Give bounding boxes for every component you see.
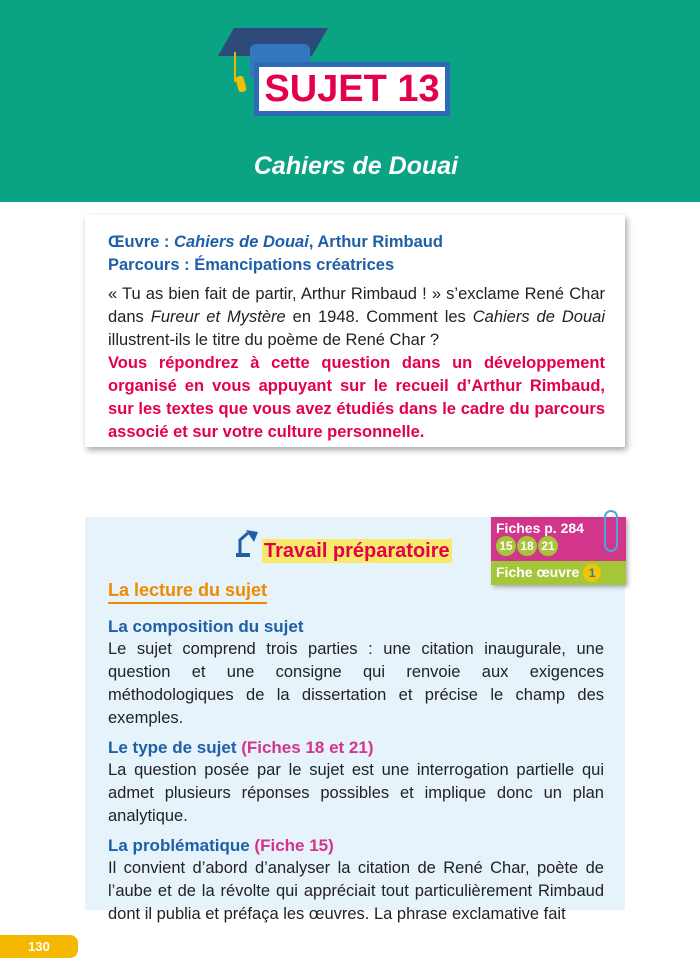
question: [108, 283, 605, 352]
type-text: La question posée par le sujet est une interrogation partielle qui admet plusieurs réponses possibles et implique donc un plan analytique.: [108, 761, 604, 825]
fiches-label: Fiches p. 284: [496, 520, 584, 536]
instruction: Vous répondrez à cette question dans un développement organisé en vous appuyant sur le recueil d’Arthur Rimbaud, sur les textes que vous avez étudiés dans le cadre du parcours associé et sur votre culture personnelle.: [108, 354, 605, 441]
prep-title: Travail préparatoire: [264, 540, 450, 562]
type-heading-text: Le type de sujet: [108, 738, 242, 757]
prob-text: Il convient d’abord d’analyser la citation de René Char, poète de l’aube et de la révolte qui appréciait tout particulièrement Rimbaud dont il publia et préfaça les œuvres. La phrase exclamative fait: [108, 859, 604, 923]
composition-text: Le sujet comprend trois parties : une citation inaugurale, une question et une consigne qui renvoie aux exigences méthodologiques de la dissertation et précise le champ des exemples.: [108, 640, 604, 727]
composition-heading: La composition du sujet: [108, 617, 304, 636]
oeuvre-title: Cahiers de Douai: [174, 233, 309, 251]
page-title: Cahiers de Douai: [253, 152, 459, 180]
type-heading: [108, 736, 604, 759]
fiche-chip[interactable]: 15: [496, 536, 516, 556]
oeuvre-author: , Arthur Rimbaud: [308, 233, 443, 251]
oeuvre-line: [108, 231, 605, 254]
q-cahiers: Cahiers de Douai: [472, 308, 605, 326]
desk-lamp-icon: [236, 528, 262, 558]
q-book: Fureur et Mystère: [150, 308, 286, 326]
prep-content: [108, 609, 604, 926]
prob-ref: (Fiche 15): [254, 836, 334, 855]
fiche-chip[interactable]: 21: [538, 536, 558, 556]
paperclip-icon: [604, 510, 618, 552]
fiche-oeuvre-chip[interactable]: 1: [583, 564, 601, 582]
subject-box: [85, 215, 625, 447]
section-heading: La lecture du sujet: [108, 580, 267, 604]
fiche-chip[interactable]: 18: [517, 536, 537, 556]
oeuvre-label: Œuvre :: [108, 233, 175, 251]
q-part: « Tu as bien fait de partir, Arthur Rimbaud ! » s’exclame René Char dans: [108, 285, 605, 326]
page-number: 130: [0, 935, 78, 958]
parcours-line: Parcours : Émancipations créatrices: [108, 256, 395, 274]
q-part: en 1948. Comment les: [285, 308, 473, 326]
prob-heading-text: La problématique: [108, 836, 255, 855]
fiche-oeuvre-label: Fiche œuvre: [496, 564, 580, 580]
q-part: illustrent-ils le titre du poème de René Char ?: [108, 331, 440, 349]
type-ref: (Fiches 18 et 21): [241, 738, 374, 757]
subject-badge: SUJET 13: [254, 62, 450, 116]
prob-heading: [108, 834, 604, 857]
